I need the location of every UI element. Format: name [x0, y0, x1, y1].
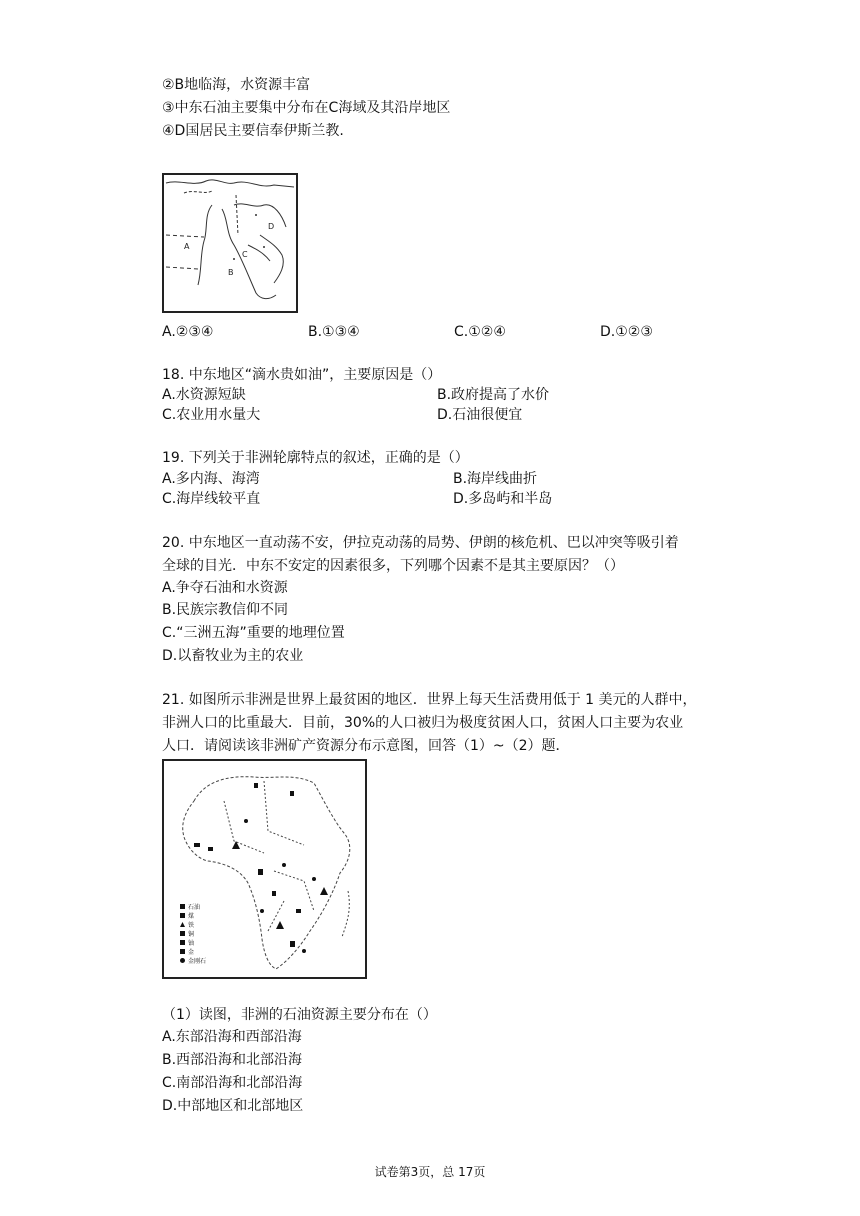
q17-statement-4: ④D国居民主要信奉伊斯兰教. — [162, 123, 344, 139]
q21-sub1-option-a: A.东部沿海和西部沿海 — [162, 1029, 302, 1045]
q19-option-c: C.海岸线较平直 — [162, 491, 261, 507]
q21-sub1-option-c: C.南部沿海和北部沿海 — [162, 1075, 303, 1091]
map-label-b: B — [228, 268, 234, 277]
q17-statement-2: ②B地临海，水资源丰富 — [162, 77, 311, 93]
q20-option-d: D.以畜牧业为主的农业 — [162, 648, 304, 664]
middle-east-map-drawing — [164, 175, 296, 311]
legend-diamond: 金刚石 — [188, 958, 207, 965]
q17-option-c: C.①②④ — [454, 324, 506, 340]
q18-option-c: C.农业用水量大 — [162, 407, 261, 423]
q17-option-b: B.①③④ — [308, 324, 360, 340]
q21-stem-line-2: 非洲人口的比重最大．目前，30%的人口被归为极度贫困人口，贫困人口主要为农业 — [162, 715, 684, 731]
map-label-a: A — [184, 242, 190, 251]
q19-stem: 19. 下列关于非洲轮廓特点的叙述，正确的是（） — [162, 450, 469, 466]
q18-option-b: B.政府提高了水价 — [437, 387, 550, 403]
map-label-d: D — [268, 222, 275, 231]
q17-statement-3: ③中东石油主要集中分布在C海域及其沿岸地区 — [162, 100, 451, 116]
legend-iron: 铁 — [188, 922, 195, 929]
middle-east-map — [162, 173, 298, 313]
q20-option-b: B.民族宗教信仰不同 — [162, 602, 289, 618]
legend-oil: 石油 — [188, 904, 201, 911]
q17-option-d: D.①②③ — [600, 324, 653, 340]
q19-option-a: A.多内海、海湾 — [162, 471, 260, 487]
q20-stem-line-1: 20. 中东地区一直动荡不安，伊拉克动荡的局势、伊朗的核危机、巴以冲突等吸引着 — [162, 535, 679, 551]
legend-uranium: 铀 — [188, 940, 195, 947]
legend-gold: 金 — [188, 949, 195, 956]
q19-option-d: D.多岛屿和半岛 — [453, 491, 553, 507]
q18-stem: 18. 中东地区“滴水贵如油”，主要原因是（） — [162, 367, 442, 383]
legend-coal: 煤 — [188, 913, 195, 920]
q19-option-b: B.海岸线曲折 — [453, 471, 538, 487]
q17-option-a: A.②③④ — [162, 324, 214, 340]
q20-option-a: A.争夺石油和水资源 — [162, 580, 288, 596]
q20-stem-line-2: 全球的目光．中东不安定的因素很多，下列哪个因素不是其主要原因？（） — [162, 558, 624, 574]
q18-option-d: D.石油很便宜 — [437, 407, 523, 423]
q21-stem-line-1: 21. 如图所示非洲是世界上最贫困的地区．世界上每天生活费用低于 1 美元的人群中， — [162, 692, 697, 708]
map-label-c: C — [242, 250, 248, 259]
q21-sub1-option-b: B.西部沿海和北部沿海 — [162, 1052, 303, 1068]
q21-stem-line-3: 人口．请阅读该非洲矿产资源分布示意图，回答（1）~（2）题． — [162, 738, 570, 754]
q18-option-a: A.水资源短缺 — [162, 387, 246, 403]
legend-copper: 铜 — [188, 931, 195, 938]
page-footer: 试卷第3页，总 17页 — [374, 1165, 486, 1179]
q21-sub1-stem: （1）读图，非洲的石油资源主要分布在（） — [162, 1007, 437, 1023]
q21-sub1-option-d: D.中部地区和北部地区 — [162, 1098, 304, 1114]
africa-mineral-map — [162, 759, 367, 979]
q20-option-c: C.“三洲五海”重要的地理位置 — [162, 625, 345, 641]
africa-mineral-map-drawing — [164, 761, 365, 977]
